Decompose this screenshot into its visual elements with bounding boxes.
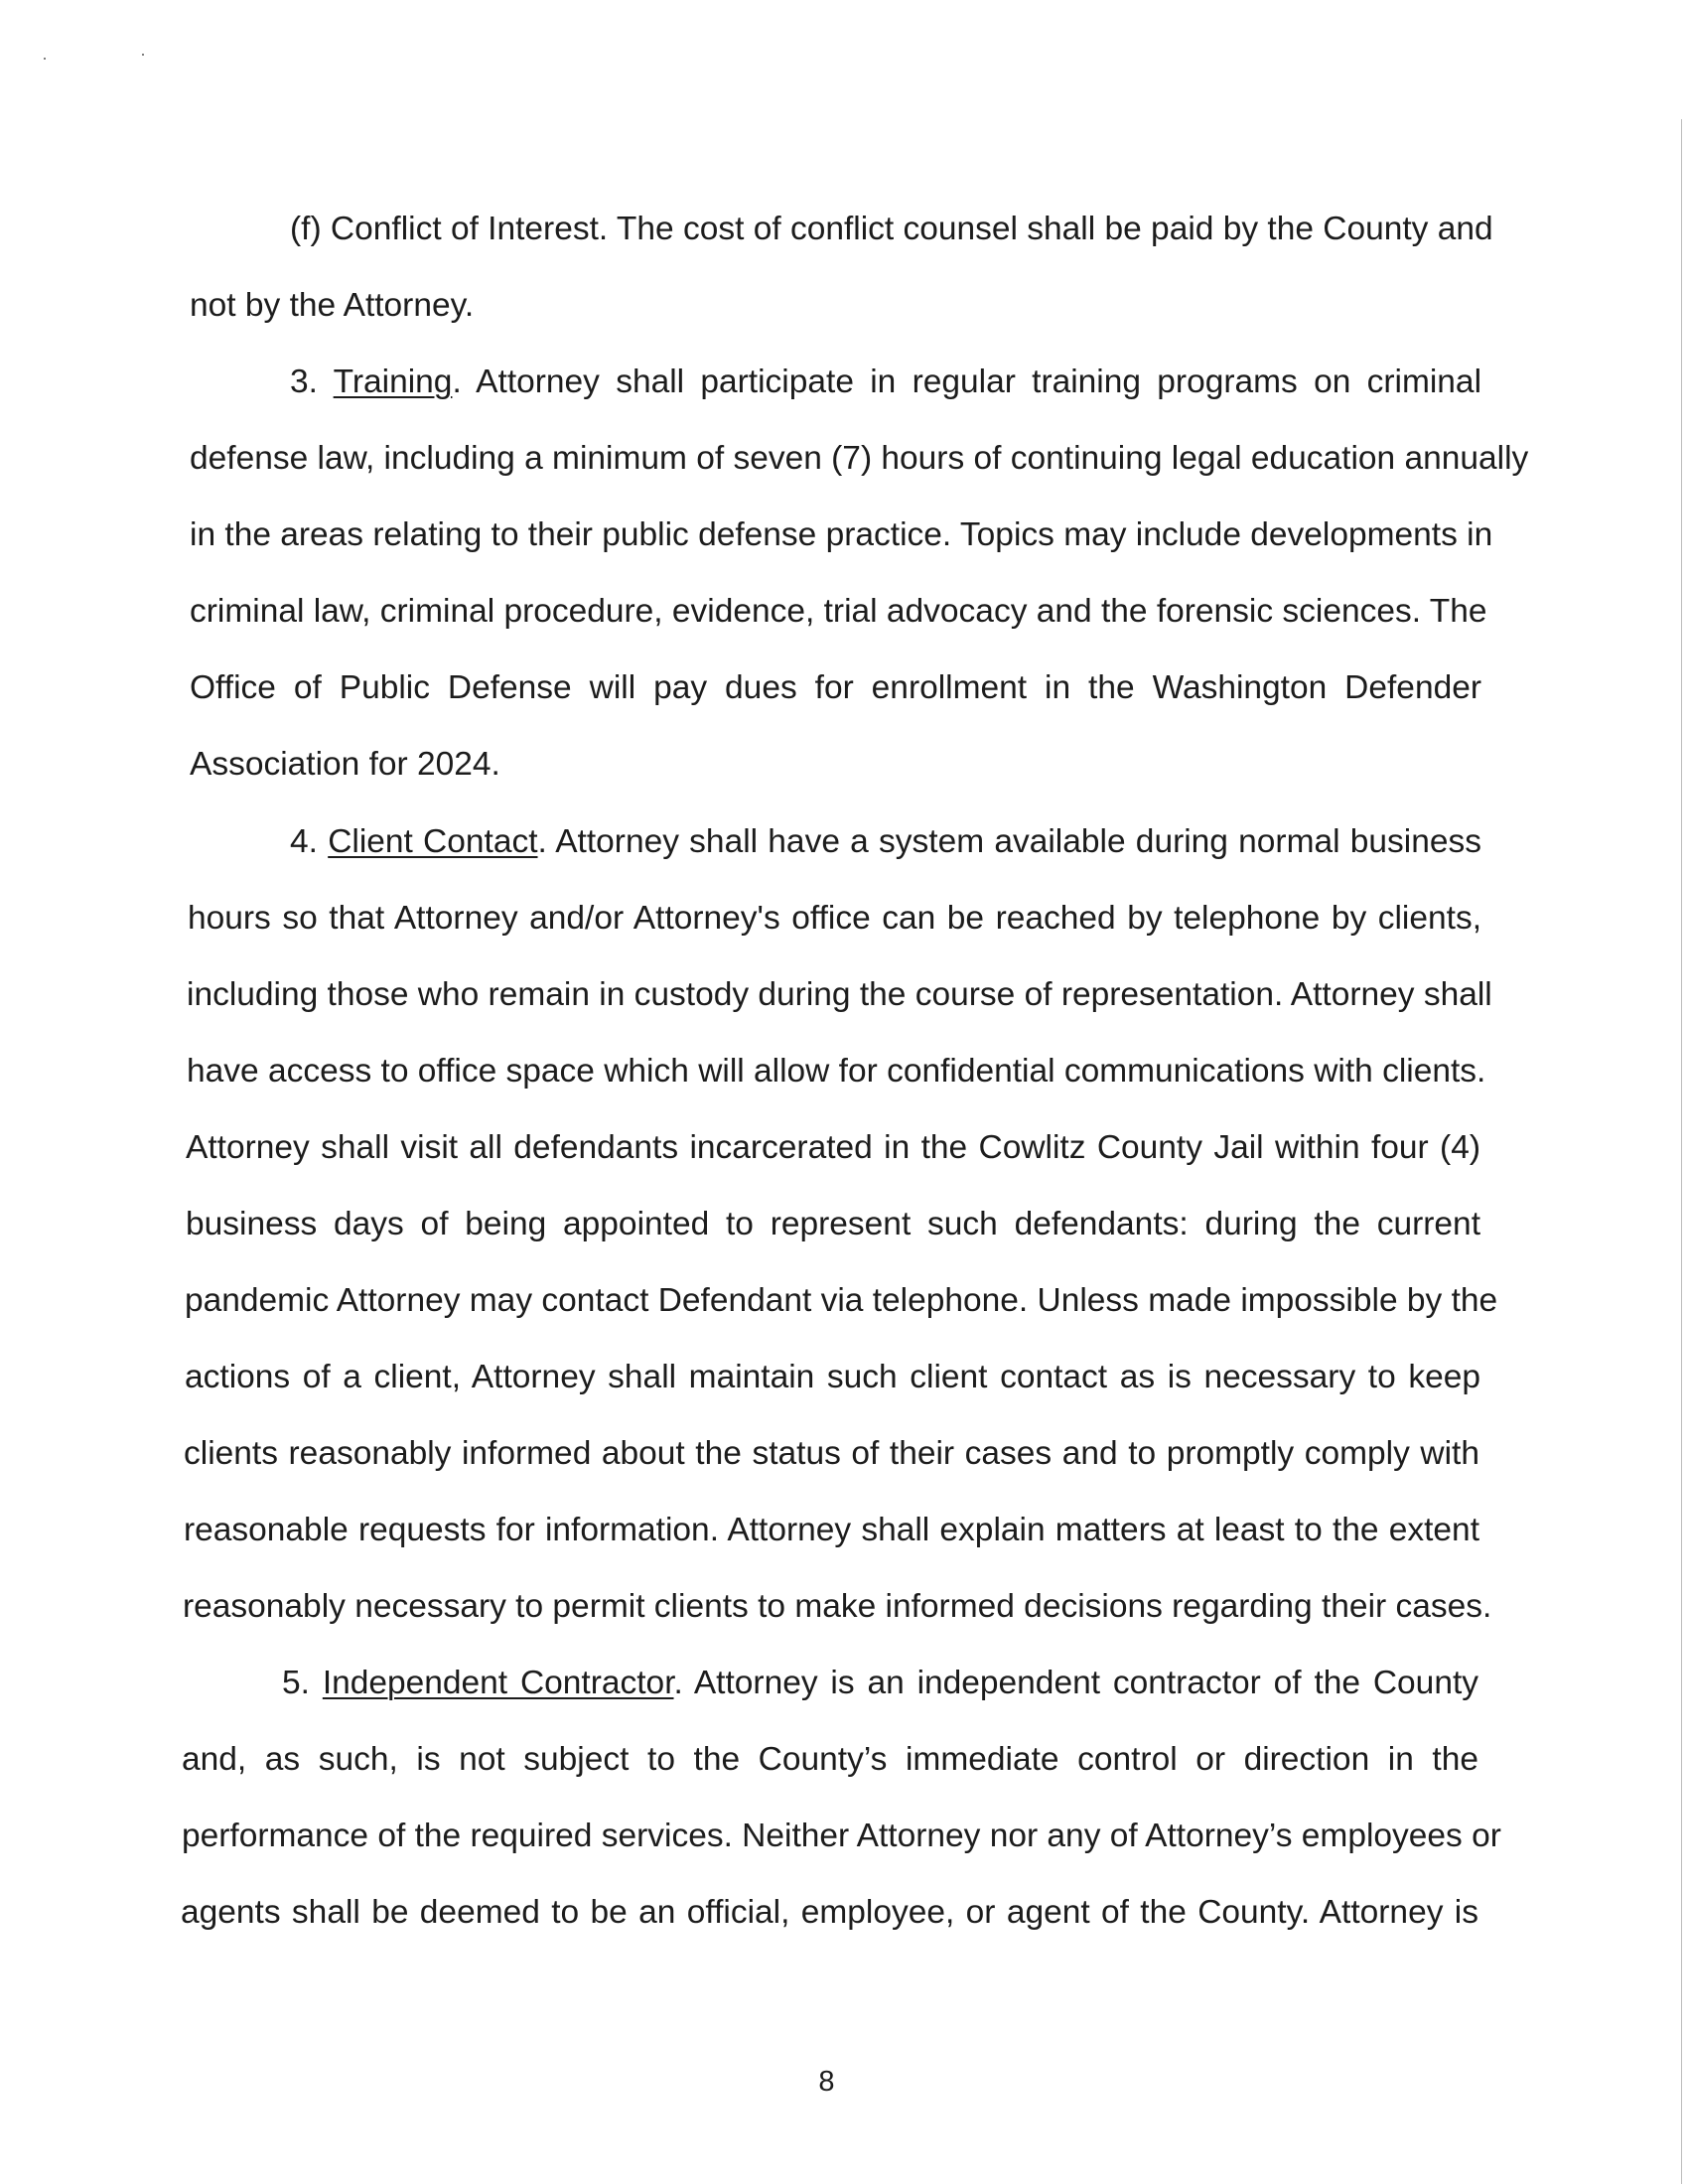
- para-5-number: 5.: [282, 1665, 310, 1701]
- para-3-line-3: in the areas relating to their public defense practice. Topics may include developments in: [190, 516, 1493, 553]
- para-3-line-6: Association for 2024.: [190, 746, 500, 783]
- para-4-line-11: reasonably necessary to permit clients to make informed decisions regarding their cases.: [183, 1588, 1492, 1625]
- para-5-line-4: agents shall be deemed to be an official, employee, or agent of the County. Attorney is: [181, 1894, 1478, 1931]
- para-3-line-1-rest: . Attorney shall participate in regular training programs on criminal: [452, 364, 1482, 400]
- para-4-line-8: actions of a client, Attorney shall maintain such client contact as is necessary to keep: [185, 1359, 1480, 1395]
- para-3-line-1: [290, 363, 1481, 402]
- para-4-line-6: business days of being appointed to represent such defendants: during the current: [186, 1206, 1480, 1242]
- page-number: 8: [818, 2066, 835, 2098]
- para-4-line-9: clients reasonably informed about the status of their cases and to promptly comply with: [184, 1435, 1479, 1472]
- para-4-heading: Client Contact: [328, 823, 538, 860]
- para-4-line-1: [290, 822, 1481, 862]
- para-4-line-5: Attorney shall visit all defendants incarcerated in the Cowlitz County Jail within four (4): [186, 1129, 1480, 1166]
- para-5-heading: Independent Contractor: [322, 1665, 674, 1701]
- para-4-line-1-rest: . Attorney shall have a system available during normal business: [537, 823, 1481, 860]
- scan-edge-line: [1681, 119, 1682, 2184]
- para-5-line-2: and, as such, is not subject to the County’s immediate control or direction in the: [182, 1741, 1478, 1778]
- para-4-line-10: reasonable requests for information. Attorney shall explain matters at least to the extent: [184, 1512, 1479, 1548]
- para-4-line-7: pandemic Attorney may contact Defendant via telephone. Unless made impossible by the: [185, 1282, 1498, 1319]
- para-f-line-2: not by the Attorney.: [190, 287, 475, 324]
- para-4-line-3: including those who remain in custody during the course of representation. Attorney shall: [187, 976, 1492, 1013]
- para-4-number: 4.: [290, 823, 318, 860]
- para-4-line-2: hours so that Attorney and/or Attorney's office can be reached by telephone by clients,: [188, 900, 1481, 937]
- para-3-line-5: Office of Public Defense will pay dues for enrollment in the Washington Defender: [190, 669, 1481, 706]
- scan-speck: [44, 58, 46, 60]
- scan-speck: [142, 54, 144, 56]
- para-4-line-4: have access to office space which will allow for confidential communications with clients.: [187, 1053, 1486, 1090]
- para-3-line-2: defense law, including a minimum of seven (7) hours of continuing legal education annually: [190, 440, 1529, 477]
- para-3-number: 3.: [290, 364, 318, 400]
- para-5-line-1: [282, 1664, 1478, 1703]
- para-3-heading: Training: [333, 364, 453, 400]
- para-f-line-1: (f) Conflict of Interest. The cost of conflict counsel shall be paid by the County and: [290, 211, 1493, 247]
- para-3-line-4: criminal law, criminal procedure, evidence, trial advocacy and the forensic sciences. The: [190, 593, 1487, 630]
- para-5-line-1-rest: . Attorney is an independent contractor of the County: [673, 1665, 1479, 1701]
- para-5-line-3: performance of the required services. Neither Attorney nor any of Attorney’s employees or: [182, 1818, 1501, 1854]
